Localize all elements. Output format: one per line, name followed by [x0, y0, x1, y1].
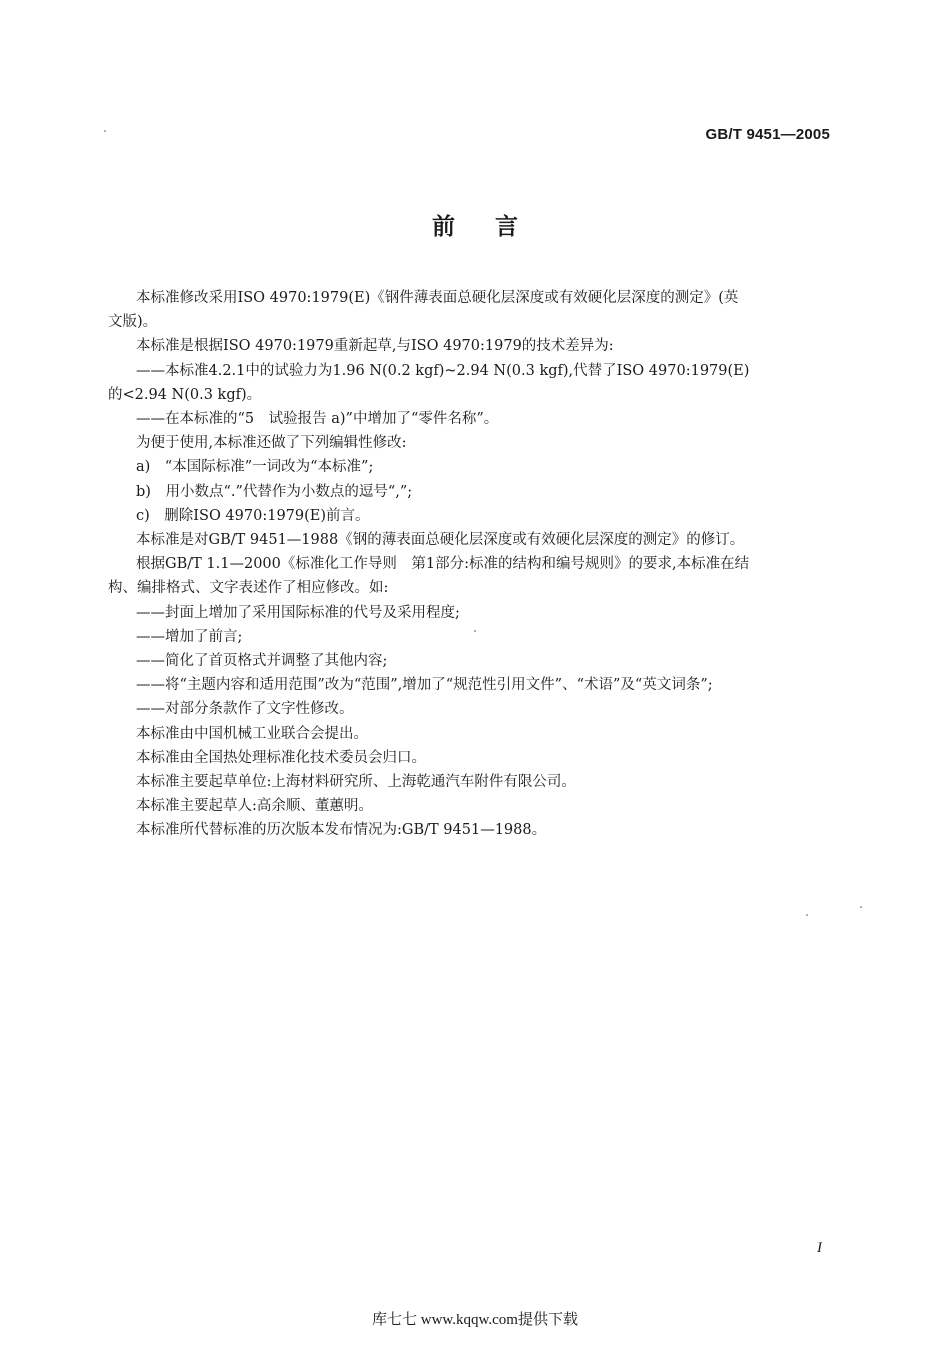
change-item-4: ——将“主题内容和适用范围”改为“范围”,增加了“规范性引用文件”、“术语”及“英文词条”; — [136, 677, 713, 694]
editorial-item-b: b) 用小数点“.”代替作为小数点的逗号“,”; — [136, 483, 413, 500]
previous-editions: 本标准所代替标准的历次版本发布情况为:GB/T 9451—1988。 — [136, 822, 547, 839]
foreword-body — [108, 286, 834, 843]
change-item-5: ——对部分条款作了文字性修改。 — [136, 701, 354, 718]
revision-statement: 本标准是对GB/T 9451—1988《钢的薄表面总硬化层深度或有效硬化层深度的测定》的修订。 — [136, 532, 745, 549]
paragraph-2: 本标准是根据ISO 4970:1979重新起草,与ISO 4970:1979的技术差异为: — [136, 338, 614, 355]
change-item-1: ——封面上增加了采用国际标准的代号及采用程度; — [136, 604, 460, 621]
footer-download-note: 库七七 www.kqqw.com提供下载 — [372, 1312, 578, 1328]
committee-statement: 本标准由全国热处理标准化技术委员会归口。 — [136, 749, 426, 766]
drafting-units: 本标准主要起草单位:上海材料研究所、上海乾通汽车附件有限公司。 — [136, 774, 576, 791]
structure-statement-line-1: 根据GB/T 1.1—2000《标准化工作导则 第1部分:标准的结构和编号规则》的要求,本标准在结 — [136, 556, 750, 573]
editorial-item-c: c) 删除ISO 4970:1979(E)前言。 — [136, 507, 370, 524]
drafters: 本标准主要起草人:高余顺、董蕙明。 — [136, 798, 373, 815]
editorial-intro: 为便于使用,本标准还做了下列编辑性修改: — [136, 435, 407, 452]
title-char-2: 言 — [495, 214, 518, 240]
editorial-item-a: a) “本国际标准”一词改为“本标准”; — [136, 459, 374, 476]
title-char-1: 前 — [432, 214, 455, 240]
scan-speck — [474, 630, 476, 632]
structure-statement-line-2: 构、编排格式、文字表述作了相应修改。如: — [108, 580, 389, 597]
paragraph-1-line-1: 本标准修改采用ISO 4970:1979(E)《钢件薄表面总硬化层深度或有效硬化层深度的测定》(英 — [136, 290, 739, 306]
page-title — [0, 208, 950, 241]
scan-speck — [860, 906, 862, 908]
change-item-3: ——简化了首页格式并调整了其他内容; — [136, 653, 388, 670]
standard-code: GB/T 9451—2005 — [705, 126, 830, 143]
proposer-statement: 本标准由中国机械工业联合会提出。 — [136, 725, 368, 742]
change-item-2: ——增加了前言; — [136, 628, 243, 645]
diff-item-2: ——在本标准的“5 试验报告 a)”中增加了“零件名称”。 — [136, 411, 499, 428]
scan-speck — [104, 130, 106, 132]
paragraph-1-line-2: 文版)。 — [108, 314, 158, 331]
diff-item-1-line-2: 的<2.94 N(0.3 kgf)。 — [108, 386, 262, 403]
diff-item-1-line-1: ——本标准4.2.1中的试验力为1.96 N(0.2 kgf)~2.94 N(0.3 kgf),代替了ISO 4970:1979(E) — [136, 362, 750, 379]
page-number: I — [817, 1240, 822, 1256]
scan-speck — [806, 914, 808, 916]
